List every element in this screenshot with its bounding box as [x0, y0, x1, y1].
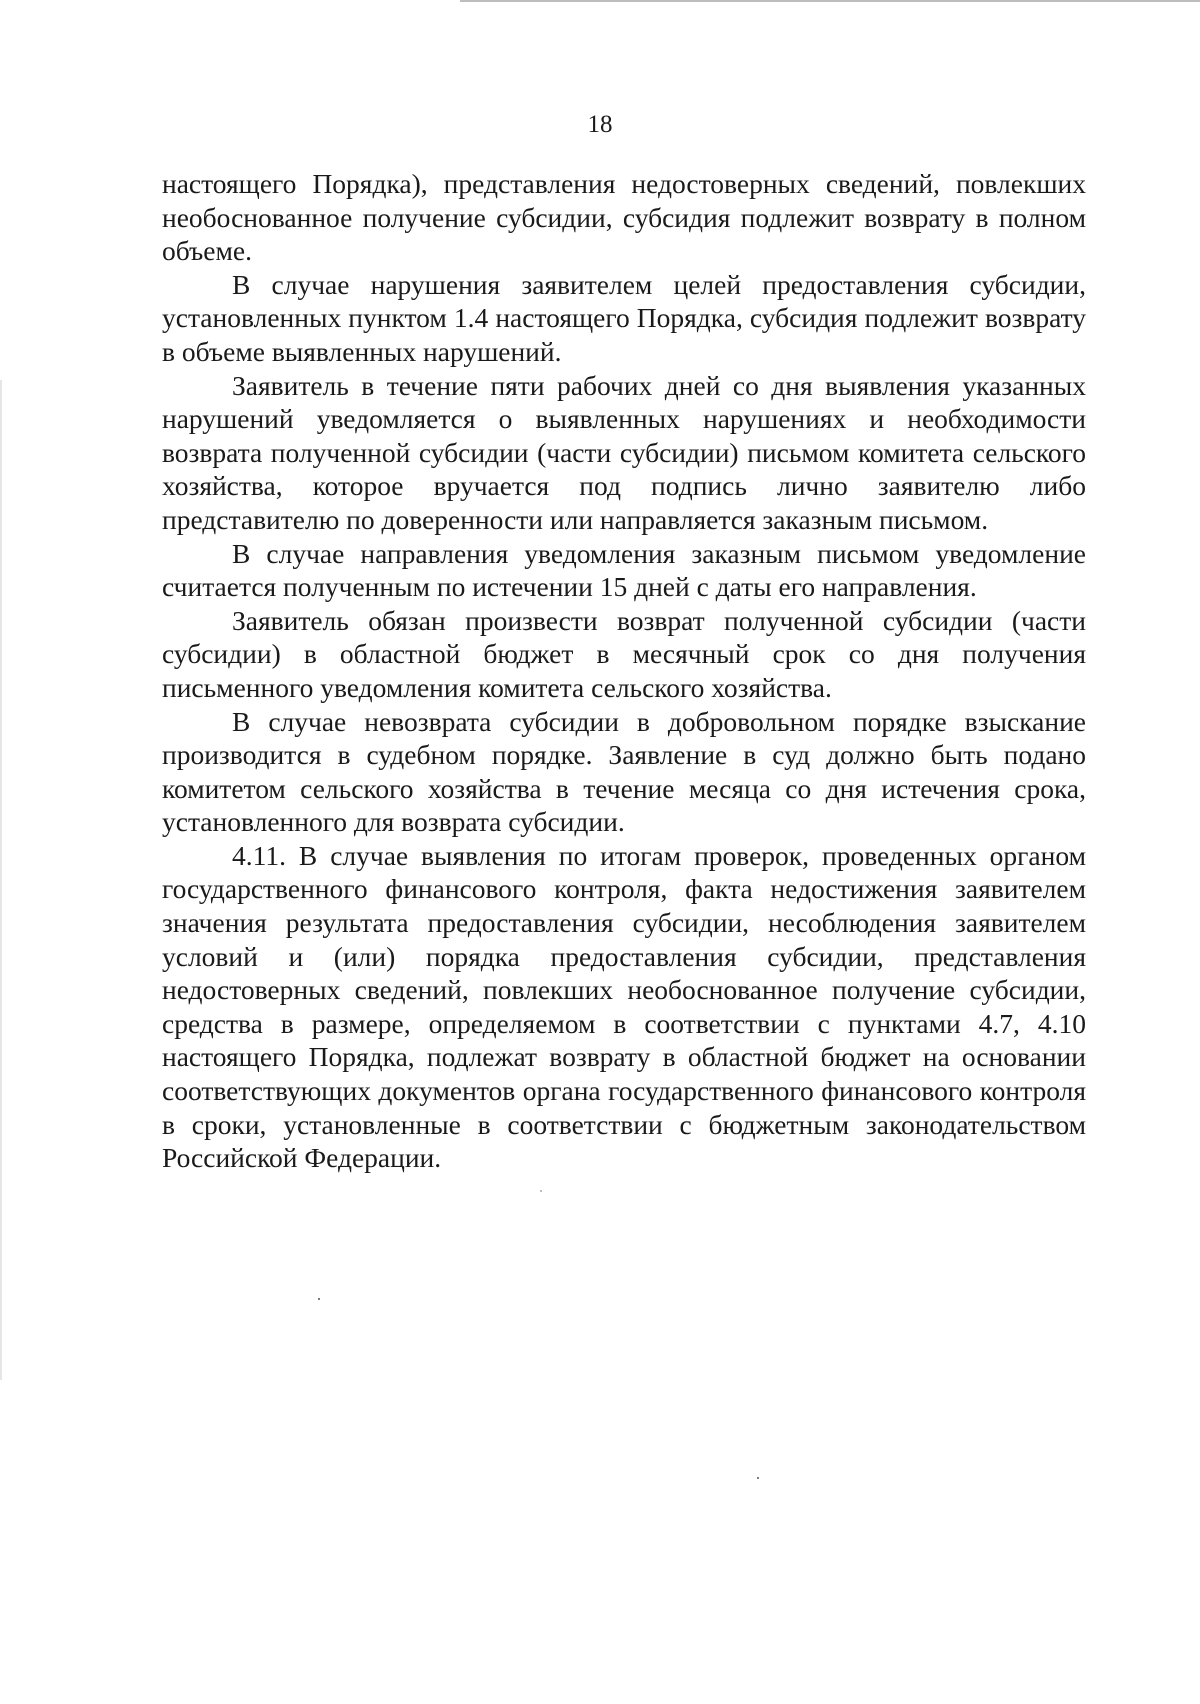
scan-left-edge — [0, 380, 2, 1380]
paragraph-court-recovery: В случае невозврата субсидии в добровольном порядке взыскание производится в судебном порядке. Заявление в суд должно быть подано комитетом сельского хозяйства в течение месяца со дня истечения срока, установленного для возврата субсидии. — [162, 705, 1086, 838]
paragraph-continuation: настоящего Порядка), представления недостоверных сведений, повлекших необоснованное получение субсидии, субсидия подлежит возврату в полном объеме. — [162, 168, 1086, 267]
document-body — [162, 167, 1086, 1175]
page-number: 18 — [587, 111, 613, 138]
paragraph-registered-letter: В случае направления уведомления заказным письмом уведомление считается полученным по истечении 15 дней с даты его направления. — [162, 537, 1086, 603]
paragraph-notification: Заявитель в течение пяти рабочих дней со дня выявления указанных нарушений уведомляется о выявленных нарушениях и необходимости возврата полученной субсидии (части субсидии) письмом комитета сельского хозяйства, которое вручается под подпись лично заявителю либо представителю по доверенности или направляется заказным письмом. — [162, 369, 1086, 535]
scan-speck — [540, 1190, 542, 1192]
paragraph-purpose-violation: В случае нарушения заявителем целей предоставления субсидии, установленных пунктом 1.4 настоящего Порядка, субсидия подлежит возврату в объеме выявленных нарушений. — [162, 268, 1086, 367]
scan-speck — [757, 1477, 759, 1479]
paragraph-section-4-11: 4.11. В случае выявления по итогам проверок, проведенных органом государственного финансового контроля, факта недостижения заявителем значения результата предоставления субсидии, несоблюдения заявителем условий и (или) порядка предоставления субсидии, представления недостоверных сведений, повлекших необоснованное получение субсидии, средства в размере, определяемом в соответствии с пунктами 4.7, 4.10 настоящего Порядка, подлежат возврату в областной бюджет на основании соответствующих документов органа государственного финансового контроля в сроки, установленные в соответствии с бюджетным законодательством Российской Федерации. — [162, 839, 1086, 1174]
paragraph-refund-obligation: Заявитель обязан произвести возврат полученной субсидии (части субсидии) в областной бюджет в месячный срок со дня получения письменного уведомления комитета сельского хозяйства. — [162, 604, 1086, 703]
scan-speck — [318, 1298, 320, 1300]
scan-top-edge — [460, 0, 1200, 2]
